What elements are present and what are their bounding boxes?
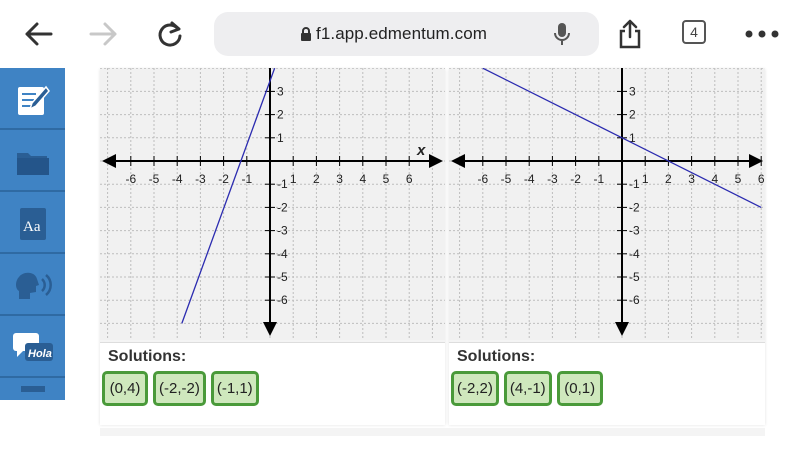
more-tools-icon[interactable] xyxy=(0,382,65,400)
solution-chip[interactable]: (4,-1) xyxy=(504,371,552,406)
speaker-head-icon[interactable] xyxy=(0,258,65,316)
solutions-label: Solutions: xyxy=(457,348,536,365)
graph-panel-2 xyxy=(449,68,765,424)
x-tick-label: 6 xyxy=(405,172,413,186)
page-margin xyxy=(65,68,100,450)
translate-chat-icon[interactable] xyxy=(0,320,65,378)
x-tick-label: -6 xyxy=(125,172,137,186)
y-tick-label: 1 xyxy=(277,130,284,145)
graph-panel-1 xyxy=(100,68,445,424)
x-tick-label: -6 xyxy=(477,172,489,186)
graphed-line xyxy=(182,68,275,323)
x-axis-arrow-left xyxy=(102,154,116,168)
svg-text:Aa: Aa xyxy=(22,219,40,235)
x-tick-label: 5 xyxy=(382,172,390,186)
y-tick-label: 1 xyxy=(629,130,636,145)
page-content xyxy=(0,68,800,450)
notepad-edit-icon[interactable] xyxy=(0,72,65,130)
solution-chip[interactable]: (0,1) xyxy=(557,371,603,406)
x-tick-label: -1 xyxy=(241,172,253,186)
x-tick-label: 5 xyxy=(734,172,742,186)
y-tick-label: 2 xyxy=(277,107,284,122)
solutions-label: Solutions: xyxy=(108,348,187,365)
tool-sidebar xyxy=(0,68,65,400)
y-tick-label: -2 xyxy=(629,200,640,215)
grid xyxy=(449,68,765,340)
y-tick-label: -1 xyxy=(629,177,640,192)
x-axis-label: x xyxy=(417,142,426,159)
x-axis-arrow-right xyxy=(429,154,443,168)
x-tick-label: -4 xyxy=(171,172,183,186)
x-tick-label: -4 xyxy=(523,172,535,186)
x-tick-label: 3 xyxy=(336,172,343,186)
y-tick-label: -5 xyxy=(629,270,640,284)
y-tick-label: -6 xyxy=(629,293,640,308)
x-tick-label: -2 xyxy=(218,172,229,186)
x-tick-label: 4 xyxy=(711,172,719,186)
share-icon[interactable] xyxy=(610,14,650,54)
x-tick-label: -3 xyxy=(195,172,206,186)
back-arrow-icon[interactable] xyxy=(18,14,58,54)
coordinate-graph-2[interactable] xyxy=(449,68,765,340)
x-tick-label: -1 xyxy=(593,172,605,186)
solution-chip[interactable]: (0,4) xyxy=(102,371,148,406)
forward-arrow-icon[interactable] xyxy=(84,14,124,54)
y-tick-label: -5 xyxy=(277,270,288,284)
microphone-icon[interactable] xyxy=(554,22,570,51)
y-tick-label: -3 xyxy=(277,223,288,238)
dictionary-icon[interactable] xyxy=(0,196,65,254)
y-tick-label: -2 xyxy=(277,200,288,215)
more-icon[interactable] xyxy=(742,14,782,54)
x-tick-label: 6 xyxy=(757,172,765,186)
y-tick-label: -3 xyxy=(629,223,640,238)
lock-icon xyxy=(300,27,312,47)
y-axis-arrow-down xyxy=(615,322,629,336)
y-tick-label: -6 xyxy=(277,293,288,308)
grid xyxy=(100,68,445,340)
y-tick-label: -4 xyxy=(277,246,288,261)
panel-footer-shadow xyxy=(100,428,765,436)
x-tick-label: -5 xyxy=(148,172,160,186)
x-tick-label: 4 xyxy=(359,172,367,186)
solution-chips-1 xyxy=(102,371,259,406)
url-text: f1.app.edmentum.com xyxy=(316,24,488,43)
solution-chip[interactable]: (-2,-2) xyxy=(153,371,206,406)
y-tick-label: 3 xyxy=(277,84,284,99)
solution-chips-2 xyxy=(451,371,603,406)
y-tick-label: 2 xyxy=(629,107,636,122)
x-tick-label: 3 xyxy=(688,172,695,186)
x-tick-label: -3 xyxy=(547,172,558,186)
x-tick-label: -5 xyxy=(500,172,512,186)
hola-badge-text: Hola xyxy=(27,348,52,360)
solution-chip[interactable]: (-2,2) xyxy=(451,371,499,406)
browser-toolbar xyxy=(0,0,800,68)
y-tick-label: 3 xyxy=(629,84,636,99)
tabs-icon[interactable]: 4 xyxy=(682,20,706,44)
y-axis-arrow-down xyxy=(263,322,277,336)
solutions-area-2 xyxy=(449,342,765,425)
address-bar[interactable] xyxy=(214,12,599,56)
solution-chip[interactable]: (-1,1) xyxy=(211,371,259,406)
graph-area-2 xyxy=(449,68,765,340)
solutions-area-1 xyxy=(100,342,445,425)
x-tick-label: 1 xyxy=(641,172,649,186)
x-tick-label: 1 xyxy=(289,172,297,186)
reload-icon[interactable] xyxy=(150,14,190,54)
y-tick-label: -4 xyxy=(629,246,640,261)
coordinate-graph-1[interactable] xyxy=(100,68,445,340)
graph-area-1 xyxy=(100,68,445,340)
x-tick-label: 2 xyxy=(665,172,672,186)
x-axis-arrow-left xyxy=(451,154,465,168)
x-tick-label: -2 xyxy=(570,172,581,186)
x-tick-label: 2 xyxy=(313,172,320,186)
folder-icon[interactable] xyxy=(0,134,65,192)
y-tick-label: -1 xyxy=(277,177,288,192)
